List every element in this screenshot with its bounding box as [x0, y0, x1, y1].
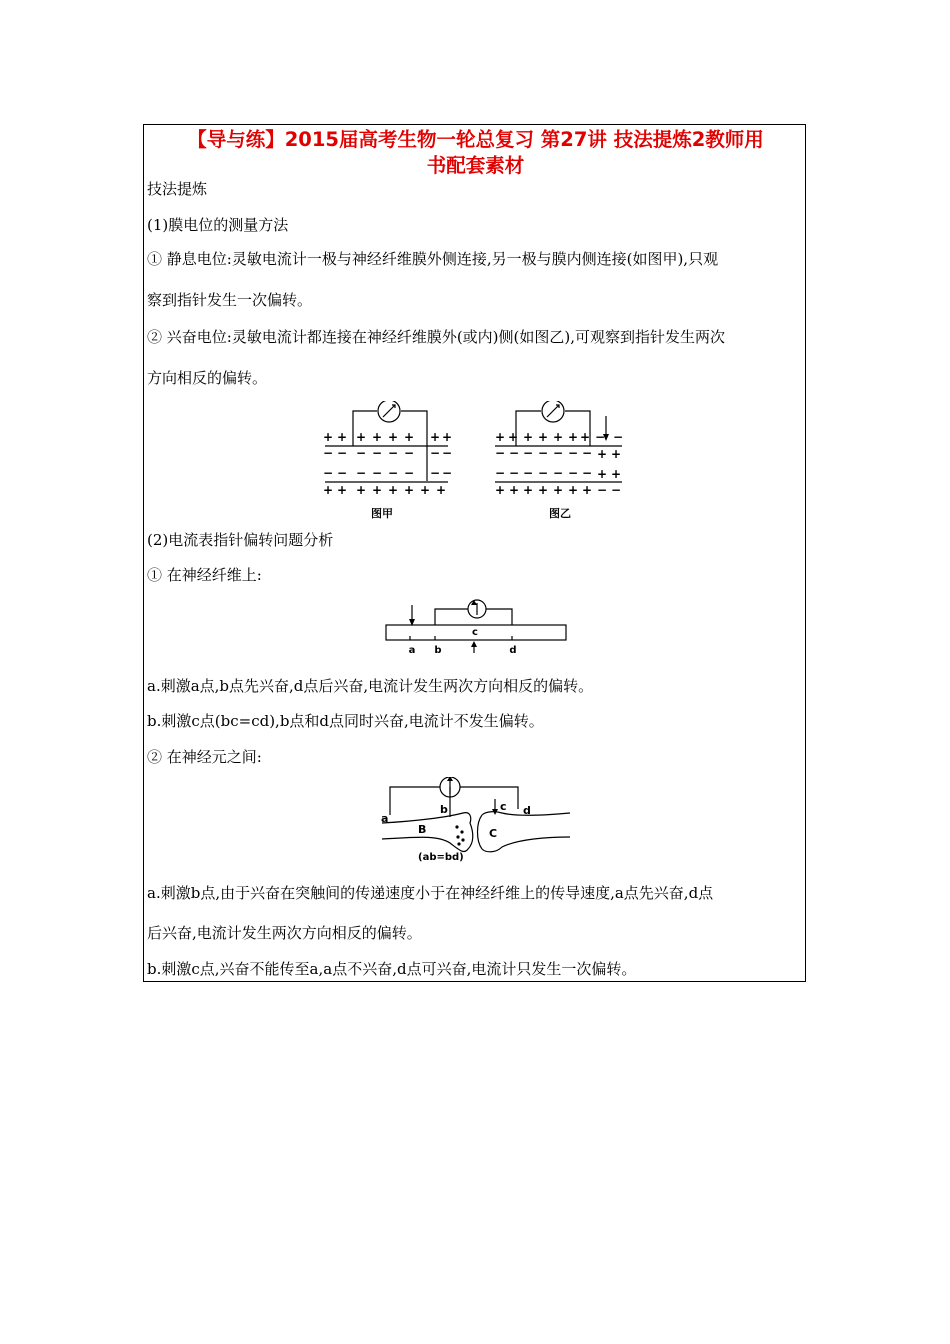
point-label-c: c [500, 800, 507, 813]
charge-mark: − [494, 466, 506, 480]
point-label-b: b [440, 803, 448, 816]
charge-mark: + [596, 447, 608, 461]
figure-caption-right: 图乙 [549, 507, 571, 520]
charge-mark: + [387, 430, 399, 444]
charge-mark: − [403, 466, 415, 480]
paragraph-excitation-potential-cont: 方向相反的偏转。 [147, 369, 268, 387]
charge-mark: + [522, 430, 534, 444]
paragraph-stimulate-c: b.刺激c点(bc=cd),b点和d点同时兴奋,电流计不发生偏转。 [147, 712, 544, 730]
point-label-a: a [408, 645, 416, 656]
charge-mark: − [612, 430, 624, 444]
charge-mark: + [596, 467, 608, 481]
charge-mark: − [522, 446, 534, 460]
membrane-potential-figure [320, 401, 632, 523]
charge-mark: + [581, 483, 593, 497]
charge-mark: + [579, 430, 591, 444]
charge-mark: + [537, 483, 549, 497]
charge-mark: + [429, 430, 441, 444]
charge-mark: − [371, 446, 383, 460]
charge-mark: + [494, 430, 506, 444]
charge-mark: − [429, 446, 441, 460]
charge-mark: + [371, 483, 383, 497]
charge-mark: − [429, 466, 441, 480]
section-heading: 技法提炼 [147, 180, 208, 198]
synapse-figure [378, 777, 578, 869]
content-frame [143, 124, 806, 982]
paragraph-resting-potential-cont: 察到指针发生一次偏转。 [147, 291, 313, 309]
charge-mark: + [435, 483, 447, 497]
charge-mark: + [336, 483, 348, 497]
charge-mark: + [371, 430, 383, 444]
charge-mark: + [552, 430, 564, 444]
point-label-c: c [472, 627, 478, 638]
charge-mark: + [610, 467, 622, 481]
subsection-heading-2: (2)电流表指针偏转问题分析 [147, 531, 334, 549]
charge-mark: + [322, 483, 334, 497]
charge-mark: − [610, 483, 622, 497]
subsection-heading-1: (1)膜电位的测量方法 [147, 216, 289, 234]
page-title-line2: 书配套素材 [426, 154, 525, 177]
charge-mark: + [355, 430, 367, 444]
charge-mark: − [336, 466, 348, 480]
charge-mark: − [581, 446, 593, 460]
charge-mark: + [403, 430, 415, 444]
charge-mark: + [387, 483, 399, 497]
charge-mark: + [567, 430, 579, 444]
paragraph-stimulate-b-cont: 后兴奋,电流计发生两次方向相反的偏转。 [147, 924, 422, 942]
charge-mark: + [552, 483, 564, 497]
figure-caption-left: 图甲 [371, 507, 393, 520]
charge-mark: + [403, 483, 415, 497]
charge-mark: + [336, 430, 348, 444]
charge-mark: + [567, 483, 579, 497]
charge-mark: + [537, 430, 549, 444]
charge-mark: − [537, 466, 549, 480]
point-label-a: a [381, 812, 389, 825]
paragraph-resting-potential: ① 静息电位:灵敏电流计一极与神经纤维膜外侧连接,另一极与膜内侧连接(如图甲),只观 [147, 250, 719, 268]
charge-mark: + [355, 483, 367, 497]
charge-mark: − [567, 466, 579, 480]
neuron-label-C: C [489, 827, 498, 840]
charge-mark: − [594, 430, 606, 444]
figure-note: (ab=bd) [418, 852, 464, 863]
charge-mark: + [494, 483, 506, 497]
paragraph-stimulate-a: a.刺激a点,b点先兴奋,d点后兴奋,电流计发生两次方向相反的偏转。 [147, 677, 594, 695]
charge-mark: − [596, 483, 608, 497]
paragraph-stimulate-c-synapse: b.刺激c点,兴奋不能传至a,a点不兴奋,d点可兴奋,电流计只发生一次偏转。 [147, 960, 637, 978]
nerve-fiber-figure [382, 595, 572, 657]
charge-mark: − [322, 446, 334, 460]
charge-mark: − [336, 446, 348, 460]
paragraph-stimulate-b: a.刺激b点,由于兴奋在突触间的传递速度小于在神经纤维上的传导速度,a点先兴奋,d点 [147, 884, 714, 902]
charge-mark: − [355, 466, 367, 480]
charge-mark: − [441, 466, 453, 480]
charge-mark: + [322, 430, 334, 444]
charge-mark: − [552, 466, 564, 480]
page-title: 【导与练】2015届高考生物一轮总复习 第27讲 技法提炼2教师用 [187, 128, 764, 151]
charge-mark: + [522, 483, 534, 497]
charge-mark: − [371, 466, 383, 480]
paragraph-excitation-potential: ② 兴奋电位:灵敏电流计都连接在神经纤维膜外(或内)侧(如图乙),可观察到指针发生两次 [147, 328, 726, 346]
charge-mark: − [508, 466, 520, 480]
charge-mark: − [508, 446, 520, 460]
charge-mark: − [494, 446, 506, 460]
charge-mark: − [403, 446, 415, 460]
charge-mark: − [441, 446, 453, 460]
point-label-b: b [434, 645, 442, 656]
charge-mark: − [567, 446, 579, 460]
charge-mark: + [610, 447, 622, 461]
charge-mark: + [419, 483, 431, 497]
charge-mark: − [537, 446, 549, 460]
charge-mark: − [581, 466, 593, 480]
charge-mark: − [322, 466, 334, 480]
charge-mark: − [522, 466, 534, 480]
charge-mark: − [355, 446, 367, 460]
neuron-label-B: B [418, 823, 427, 836]
charge-mark: − [552, 446, 564, 460]
charge-mark: − [387, 446, 399, 460]
charge-mark: + [507, 430, 519, 444]
point-label-d: d [523, 804, 531, 817]
charge-mark: − [387, 466, 399, 480]
subheading-nerve-fiber: ① 在神经纤维上: [147, 566, 262, 584]
subheading-between-neurons: ② 在神经元之间: [147, 748, 262, 766]
charge-mark: + [508, 483, 520, 497]
point-label-d: d [509, 645, 517, 656]
charge-mark: + [441, 430, 453, 444]
